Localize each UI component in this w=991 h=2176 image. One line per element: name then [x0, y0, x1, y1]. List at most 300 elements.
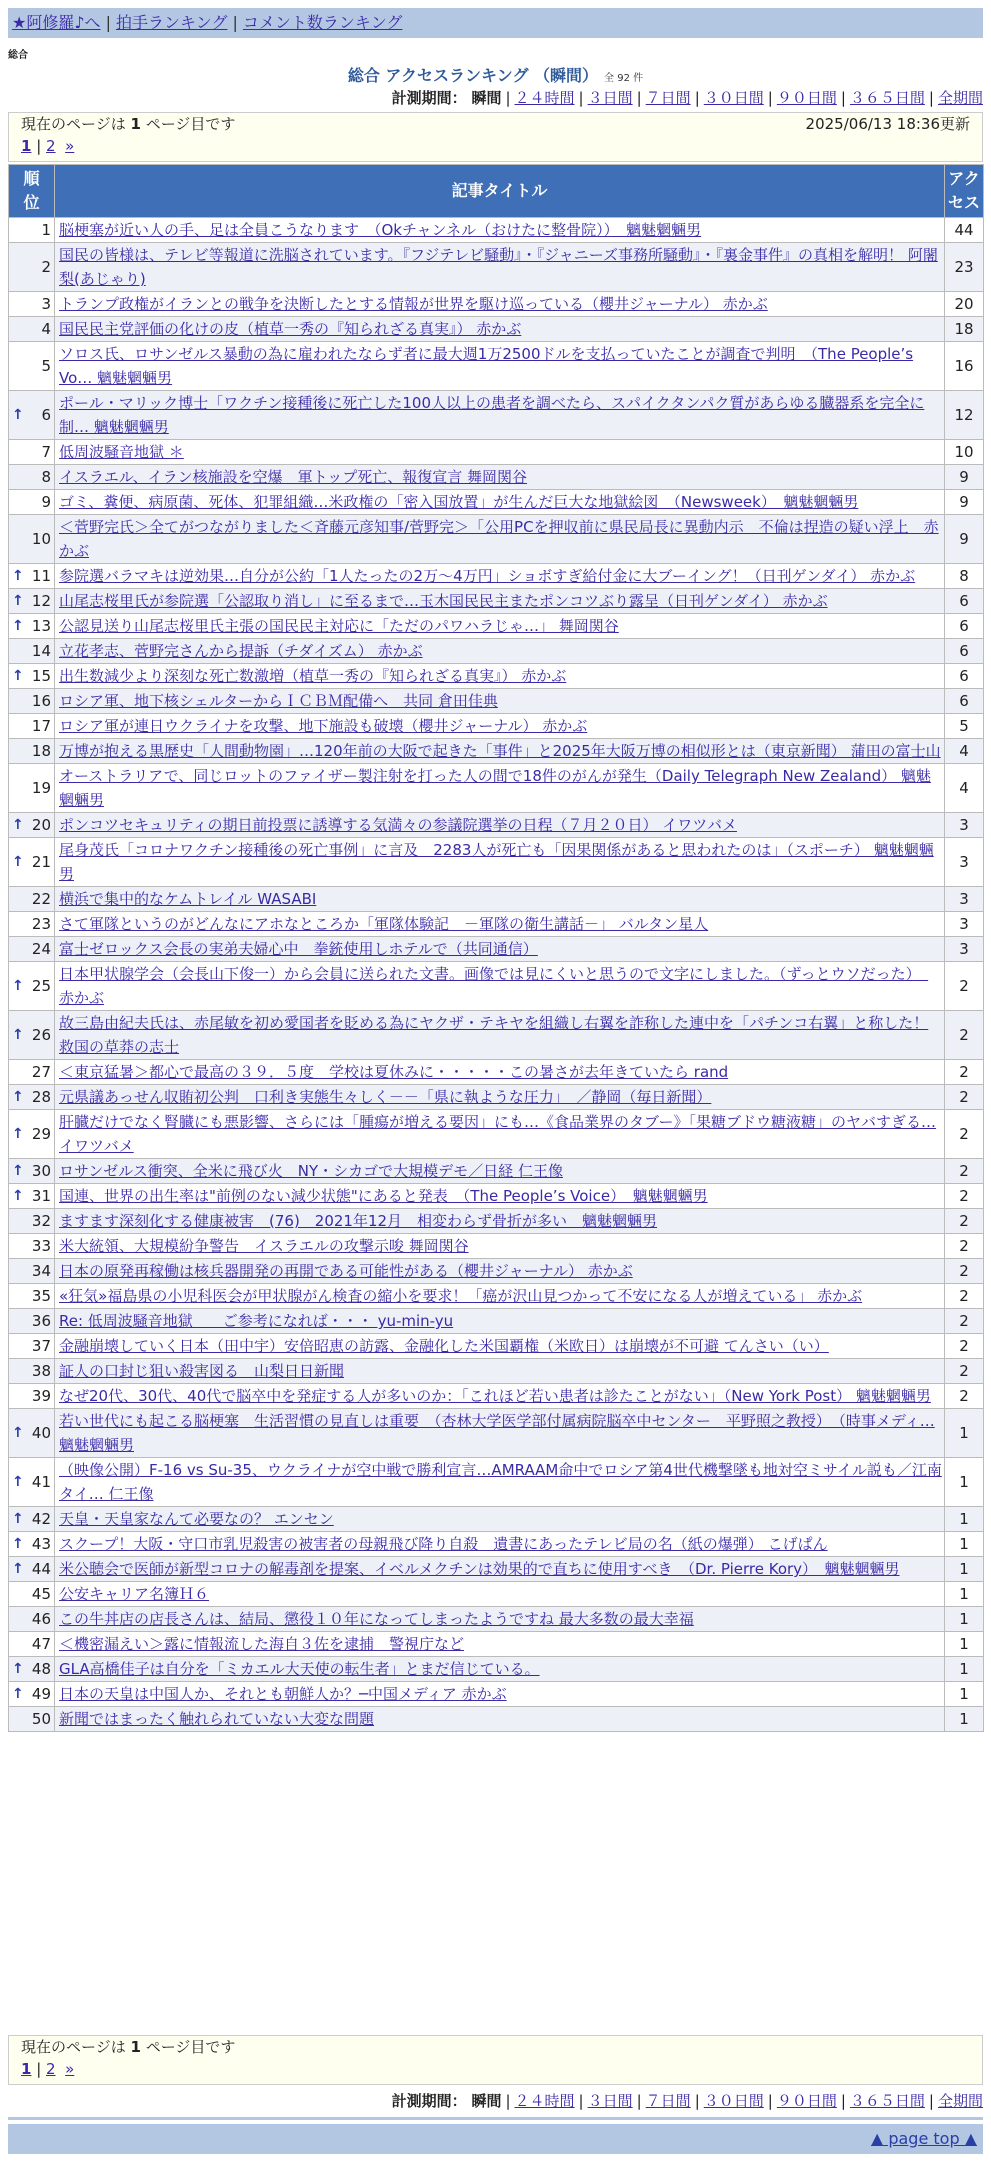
article-link[interactable]: ますます深刻化する健康被害 (76) 2021年12月 相変わらず骨折が多い 魑魅魍魎男	[59, 1212, 658, 1230]
table-row	[9, 764, 984, 813]
page-link-2[interactable]: 2	[46, 137, 56, 155]
period-option-90d[interactable]: ９０日間	[776, 89, 837, 107]
table-row	[9, 515, 984, 564]
table-row	[9, 1682, 984, 1707]
divider-bar	[8, 2117, 983, 2120]
category-label: 総合	[8, 50, 28, 61]
rank-number: 28	[31, 1088, 51, 1106]
article-link[interactable]: 日本甲状腺学会（会長山下俊一）から会員に送られた文書。画像では見にくいと思うので文字にしました。（ずっとウソだった） 赤かぶ	[59, 965, 929, 1007]
rank-cell	[9, 1582, 55, 1607]
rank-cell	[9, 739, 55, 764]
title-cell	[55, 887, 945, 912]
period-selector-bottom: 計測期間： 瞬間 | ２４時間 | ３日間 | ７日間 | ３０日間 | ９０日間 | ３６５日間 | 全期間	[391, 2092, 983, 2110]
article-link[interactable]: ロサンゼルス衝突、全米に飛び火 NY・シカゴで大規模デモ／日経 仁王像	[59, 1162, 563, 1180]
article-link[interactable]: ソロス氏、ロサンゼルス暴動の為に雇われたならず者に最大週1万2500ドルを支払っていたことが調査で判明 （The People’s Vo… 魑魅魍魎男	[59, 345, 914, 387]
rank-cell	[9, 1409, 55, 1458]
updated-time: 2025/06/13 18:36更新	[805, 115, 970, 133]
rank-up-arrow-icon: ↑	[12, 1027, 24, 1043]
rank-up-arrow-icon: ↑	[12, 668, 24, 684]
access-count: 3	[945, 937, 984, 962]
access-count: 1	[945, 1458, 984, 1507]
table-row	[9, 937, 984, 962]
article-link[interactable]: 金融崩壊していく日本（田中宇）安倍昭恵の訪露、金融化した米国覇権（米欧日）は崩壊が不可避 てんさい（い）	[59, 1337, 829, 1355]
access-count: 9	[945, 515, 984, 564]
article-link[interactable]: （映像公開）F-16 vs Su-35、ウクライナが空中戦で勝利宣言…AMRAAM命中でロシア第4世代機撃墜も地対空ミサイル説も／江南タイ… 仁王像	[59, 1461, 942, 1503]
access-count: 6	[945, 664, 984, 689]
rank-number: 9	[41, 493, 51, 511]
article-link[interactable]: 参院選バラマキは逆効果…自分が公約「1人たったの2万～4万円」ショボすぎ給付金に大ブーイング！（日刊ゲンダイ） 赤かぶ	[59, 567, 916, 585]
article-link[interactable]: スクープ！大阪・守口市乳児殺害の被害者の母親飛び降り自殺 遺書にあったテレビ局の名（紙の爆弾） こげぱん	[59, 1535, 828, 1553]
comment-ranking-link[interactable]: コメント数ランキング	[242, 13, 403, 32]
paging-box-top: 現在のページは 1 ページ目です 2025/06/13 18:36更新 1 | 2 »	[8, 112, 983, 162]
article-link[interactable]: 米公聴会で医師が新型コロナの解毒剤を提案、イベルメクチンは効果的で直ちに使用すべき （Dr. Pierre Kory） 魑魅魍魎男	[59, 1560, 900, 1578]
title-cell	[55, 1607, 945, 1632]
rank-number: 31	[31, 1187, 51, 1205]
rank-number: 49	[31, 1685, 51, 1703]
title-cell	[55, 1209, 945, 1234]
title-cell	[55, 490, 945, 515]
ranking-table	[8, 164, 984, 1732]
rank-cell	[9, 490, 55, 515]
title-cell	[55, 1557, 945, 1582]
rank-cell	[9, 1507, 55, 1532]
table-row	[9, 440, 984, 465]
rank-cell	[9, 1184, 55, 1209]
title-cell	[55, 838, 945, 887]
title-cell	[55, 1309, 945, 1334]
rank-number: 33	[31, 1237, 51, 1255]
table-row	[9, 1184, 984, 1209]
article-link[interactable]: 日本の原発再稼働は核兵器開発の再開である可能性がある（櫻井ジャーナル） 赤かぶ	[59, 1262, 633, 1280]
article-link[interactable]: ロシア軍が連日ウクライナを攻撃、地下施設も破壊（櫻井ジャーナル） 赤かぶ	[59, 717, 588, 735]
rank-cell	[9, 937, 55, 962]
table-row	[9, 962, 984, 1011]
title-cell	[55, 1060, 945, 1085]
title-cell	[55, 1334, 945, 1359]
rank-cell	[9, 1209, 55, 1234]
article-link[interactable]: 公安キャリア名簿Ｈ６	[59, 1585, 210, 1603]
access-count: 1	[945, 1409, 984, 1458]
rank-cell	[9, 1532, 55, 1557]
article-link[interactable]: «狂気»福島県の小児科医会が甲状腺がん検査の縮小を要求！「癌が沢山見つかって不安になる人が増えている」 赤かぶ	[59, 1287, 863, 1305]
title-column-header: 記事タイトル	[55, 165, 945, 218]
rank-number: 27	[31, 1063, 51, 1081]
article-link[interactable]: 山尾志桜里氏が参院選「公認取り消し」に至るまで…玉木国民民主またポンコツぶり露呈（日刊ゲンダイ） 赤かぶ	[59, 592, 828, 610]
article-link[interactable]: なぜ20代、30代、40代で脳卒中を発症する人が多いのか：「これほど若い患者は診たことがない」（New York Post） 魑魅魍魎男	[59, 1387, 931, 1405]
rank-cell	[9, 664, 55, 689]
title-cell	[55, 1582, 945, 1607]
rank-up-arrow-icon: ↑	[12, 593, 24, 609]
access-count: 1	[945, 1607, 984, 1632]
period-label-bottom: 計測期間：	[391, 2092, 467, 2110]
rank-number: 38	[31, 1362, 51, 1380]
table-row	[9, 564, 984, 589]
title-cell	[55, 1085, 945, 1110]
article-link[interactable]: 脳梗塞が近い人の手、足は全員こうなります （Okチャンネル（おけたに整骨院）） 魑魅魍魎男	[59, 221, 702, 239]
rank-number: 47	[31, 1635, 51, 1653]
page-link-2-bottom[interactable]: 2	[46, 2060, 56, 2078]
title-cell	[55, 589, 945, 614]
title-cell	[55, 937, 945, 962]
table-row	[9, 1309, 984, 1334]
access-count: 1	[945, 1532, 984, 1557]
title-cell	[55, 564, 945, 589]
table-row	[9, 614, 984, 639]
title-cell	[55, 1384, 945, 1409]
access-count: 2	[945, 1209, 984, 1234]
rank-number: 43	[31, 1535, 51, 1553]
bottom-bar	[8, 2124, 983, 2154]
rank-cell	[9, 317, 55, 342]
article-link[interactable]: 証人の口封じ狙い殺害図る 山梨日日新聞	[59, 1362, 345, 1380]
title-cell	[55, 1458, 945, 1507]
table-row	[9, 1284, 984, 1309]
rank-number: 37	[31, 1337, 51, 1355]
table-row	[9, 1557, 984, 1582]
rank-up-arrow-icon: ↑	[12, 618, 24, 634]
rank-cell	[9, 614, 55, 639]
rank-cell	[9, 1259, 55, 1284]
rank-number: 20	[31, 816, 51, 834]
period-option-7d-bottom[interactable]: ７日間	[645, 2092, 691, 2110]
page-title	[0, 63, 991, 86]
table-row	[9, 1458, 984, 1507]
access-count: 6	[945, 614, 984, 639]
rank-number: 30	[31, 1162, 51, 1180]
table-row	[9, 1632, 984, 1657]
rank-cell	[9, 1607, 55, 1632]
title-cell	[55, 1184, 945, 1209]
table-row	[9, 838, 984, 887]
period-option-90d-bottom[interactable]: ９０日間	[776, 2092, 837, 2110]
rank-cell	[9, 1458, 55, 1507]
rank-cell	[9, 1334, 55, 1359]
access-count: 2	[945, 1284, 984, 1309]
rank-cell	[9, 962, 55, 1011]
rank-cell	[9, 292, 55, 317]
clap-ranking-link[interactable]: 拍手ランキング	[115, 13, 228, 32]
page-next-link-bottom[interactable]: »	[65, 2060, 75, 2078]
paging-box-bottom: 現在のページは 1 ページ目です 1 | 2 »	[8, 2035, 983, 2085]
rank-number: 16	[31, 692, 51, 710]
table-row	[9, 1060, 984, 1085]
period-option-30d[interactable]: ３０日間	[703, 89, 764, 107]
rank-cell	[9, 912, 55, 937]
rank-cell	[9, 1110, 55, 1159]
rank-cell	[9, 1085, 55, 1110]
title-cell	[55, 317, 945, 342]
access-count: 2	[945, 1110, 984, 1159]
rank-number: 23	[31, 915, 51, 933]
rank-number: 6	[41, 406, 51, 424]
access-count: 2	[945, 1011, 984, 1060]
rank-cell	[9, 515, 55, 564]
title-cell	[55, 1234, 945, 1259]
access-count: 2	[945, 1309, 984, 1334]
period-option-24h-bottom[interactable]: ２４時間	[514, 2092, 575, 2110]
rank-number: 50	[31, 1710, 51, 1728]
table-row	[9, 1011, 984, 1060]
article-link[interactable]: 米大統領、大規模紛争警告 イスラエルの攻撃示唆 舞岡関谷	[59, 1237, 469, 1255]
title-cell	[55, 1011, 945, 1060]
article-link[interactable]: ゴミ、糞便、病原菌、死体、犯罪組織…米政権の「密入国放置」が生んだ巨大な地獄絵図 （Newsweek） 魑魅魍魎男	[59, 493, 859, 511]
title-cell	[55, 912, 945, 937]
rank-up-arrow-icon: ↑	[12, 1163, 24, 1179]
rank-cell	[9, 1557, 55, 1582]
article-link[interactable]: 天皇・天皇家なんて必要なの？ エンセン	[59, 1510, 334, 1528]
rank-number: 7	[41, 443, 51, 461]
rank-cell	[9, 838, 55, 887]
rank-number: 15	[31, 667, 51, 685]
rank-up-arrow-icon: ↑	[12, 1536, 24, 1552]
rank-number: 2	[41, 258, 51, 276]
table-row	[9, 714, 984, 739]
table-row	[9, 1159, 984, 1184]
title-cell	[55, 639, 945, 664]
rank-cell	[9, 589, 55, 614]
title-cell	[55, 218, 945, 243]
table-row	[9, 1334, 984, 1359]
rank-number: 32	[31, 1212, 51, 1230]
article-link[interactable]: ポール・マリック博士「ワクチン接種後に死亡した100人以上の患者を調べたら、スパイクタンパク質があらゆる臓器系を完全に制… 魑魅魍魎男	[59, 394, 925, 436]
table-row	[9, 1657, 984, 1682]
article-link[interactable]: ＜東京猛暑＞都心で最高の３９．５度 学校は夏休みに・・・・・この暑さが去年きていたら rand	[59, 1063, 729, 1081]
title-cell	[55, 614, 945, 639]
access-count: 2	[945, 962, 984, 1011]
paging-suffix: ページ目です	[145, 115, 236, 133]
article-link[interactable]: 尾身茂氏「コロナワクチン接種後の死亡事例」に言及 2283人が死亡も「因果関係があると思われたのは」（スポーチ） 魑魅魍魎男	[59, 841, 934, 883]
rank-cell	[9, 465, 55, 490]
rank-up-arrow-icon: ↑	[12, 1474, 24, 1490]
access-count: 3	[945, 912, 984, 937]
table-row	[9, 1532, 984, 1557]
title-cell	[55, 764, 945, 813]
access-count: 2	[945, 1259, 984, 1284]
title-cell	[55, 1632, 945, 1657]
table-row	[9, 391, 984, 440]
access-count: 4	[945, 739, 984, 764]
title-cell	[55, 962, 945, 1011]
article-link[interactable]: オーストラリアで、同じロットのファイザー製注射を打った人の間で18件のがんが発生（Daily Telegraph New Zealand） 魑魅魍魎男	[59, 767, 931, 809]
article-link[interactable]: ＜機密漏えい＞露に情報流した海自３佐を逮捕 警視庁など	[59, 1635, 465, 1653]
rank-cell	[9, 1284, 55, 1309]
home-link[interactable]: ★阿修羅♪へ	[12, 13, 101, 32]
table-row	[9, 218, 984, 243]
access-count: 1	[945, 1507, 984, 1532]
table-row	[9, 1234, 984, 1259]
table-row	[9, 317, 984, 342]
paging-current-bottom: 1	[130, 2038, 141, 2056]
rank-number: 34	[31, 1262, 51, 1280]
access-count: 18	[945, 317, 984, 342]
period-option-all-bottom[interactable]: 全期間	[937, 2092, 983, 2110]
period-option-30d-bottom[interactable]: ３０日間	[703, 2092, 764, 2110]
access-count: 1	[945, 1657, 984, 1682]
table-row	[9, 1607, 984, 1632]
article-link[interactable]: ＜菅野完氏＞全てがつながりました＜斉藤元彦知事/菅野完＞「公用PCを押収前に県民局長に異動内示 不倫は捏造の疑い浮上 赤かぶ	[59, 518, 939, 560]
article-link[interactable]: 若い世代にも起こる脳梗塞 生活習慣の見直しは重要 （杏林大学医学部付属病院脳卒中センター 平野照之教授） （時事メディ… 魑魅魍魎男	[59, 1412, 935, 1454]
article-link[interactable]: 日本の天皇は中国人か、それとも朝鮮人か？─中国メディア 赤かぶ	[59, 1685, 507, 1703]
title-cell	[55, 292, 945, 317]
period-option-7d[interactable]: ７日間	[645, 89, 691, 107]
period-option-3d-bottom[interactable]: ３日間	[587, 2092, 633, 2110]
paging-suffix-bottom: ページ目です	[145, 2038, 236, 2056]
article-link[interactable]: ロシア軍、地下核シェルターからＩＣＢＭ配備へ 共同 倉田佳典	[59, 692, 498, 710]
access-count: 1	[945, 1707, 984, 1732]
rank-number: 3	[41, 295, 51, 313]
article-link[interactable]: 公認見送り山尾志桜里氏主張の国民民主対応に「ただのパワハラじゃ…」 舞岡関谷	[59, 617, 619, 635]
article-link[interactable]: イスラエル、イラン核施設を空爆 軍トップ死亡、報復宣言 舞岡関谷	[59, 468, 527, 486]
table-row	[9, 639, 984, 664]
period-current: 瞬間	[471, 89, 502, 107]
title-cell	[55, 1707, 945, 1732]
item-count: 全 92 件	[604, 73, 644, 84]
article-link[interactable]: 低周波騒音地獄 ＊	[59, 443, 184, 461]
rank-cell	[9, 1234, 55, 1259]
rank-cell	[9, 1159, 55, 1184]
title-cell	[55, 1359, 945, 1384]
title-cell	[55, 342, 945, 391]
access-count: 3	[945, 838, 984, 887]
rank-cell	[9, 1359, 55, 1384]
rank-cell	[9, 391, 55, 440]
article-link[interactable]: 国民民主党評価の化けの皮（植草一秀の『知られざる真実』） 赤かぶ	[59, 320, 522, 338]
rank-number: 25	[31, 977, 51, 995]
article-link[interactable]: 出生数減少より深刻な死亡数激増（植草一秀の『知られざる真実』） 赤かぶ	[59, 667, 567, 685]
rank-up-arrow-icon: ↑	[12, 1089, 24, 1105]
article-link[interactable]: 肝臓だけでなく腎臓にも悪影響、さらには「腫瘍が増える要因」にも…《食品業界のタブー》「果糖ブドウ糖液糖」のヤバすぎる… イワツバメ	[59, 1113, 937, 1155]
table-row	[9, 465, 984, 490]
title-cell	[55, 1284, 945, 1309]
period-option-365d-bottom[interactable]: ３６５日間	[849, 2092, 925, 2110]
rank-number: 22	[31, 890, 51, 908]
article-link[interactable]: 故三島由紀夫氏は、赤尾敏を初め愛国者を貶める為にヤクザ・テキヤを組織し右翼を詐称した連中を「パチンコ右翼」と称した！ 救国の草莽の志士	[59, 1014, 929, 1056]
access-count: 2	[945, 1184, 984, 1209]
table-row	[9, 292, 984, 317]
rank-up-arrow-icon: ↑	[12, 407, 24, 423]
title-cell	[55, 1259, 945, 1284]
access-count: 2	[945, 1334, 984, 1359]
rank-cell	[9, 342, 55, 391]
rank-number: 44	[31, 1560, 51, 1578]
access-count: 4	[945, 764, 984, 813]
rank-cell	[9, 887, 55, 912]
article-link[interactable]: ポンコツセキュリティの期日前投票に誘導する気満々の参議院選挙の日程（７月２０日） イワツバメ	[59, 816, 737, 834]
article-link[interactable]: さて軍隊というのがどんなにアホなところか「軍隊体験記 －軍隊の衛生講話－」 バルタン星人	[59, 915, 709, 933]
table-row	[9, 887, 984, 912]
rank-number: 13	[31, 617, 51, 635]
page-link-1[interactable]: 1	[21, 137, 32, 155]
top-nav-bar: ★阿修羅♪へ | 拍手ランキング | コメント数ランキング	[8, 8, 983, 38]
table-row	[9, 664, 984, 689]
rank-up-arrow-icon: ↑	[12, 1561, 24, 1577]
rank-cell	[9, 1707, 55, 1732]
title-cell	[55, 1682, 945, 1707]
rank-up-arrow-icon: ↑	[12, 817, 24, 833]
period-current-bottom: 瞬間	[471, 2092, 502, 2110]
table-row	[9, 1110, 984, 1159]
access-count: 9	[945, 465, 984, 490]
rank-column-header: 順位	[9, 165, 55, 218]
title-cell	[55, 714, 945, 739]
article-link[interactable]: 万博が抱える黒歴史「人間動物園」…120年前の大阪で起きた「事件」と2025年大阪万博の相似形とは（東京新聞） 蒲田の富士山	[59, 742, 941, 760]
article-link[interactable]: Re: 低周波騒音地獄 ご参考になれば・・・ yu-min-yu	[59, 1312, 454, 1330]
access-count: 9	[945, 490, 984, 515]
article-link[interactable]: 富士ゼロックス会長の実弟夫婦心中 拳銃使用しホテルで（共同通信）	[59, 940, 538, 958]
table-row	[9, 912, 984, 937]
access-count: 6	[945, 689, 984, 714]
rank-number: 40	[31, 1424, 51, 1442]
rank-number: 29	[31, 1125, 51, 1143]
table-row	[9, 1409, 984, 1458]
page-next-link[interactable]: »	[65, 137, 75, 155]
access-count: 2	[945, 1384, 984, 1409]
rank-cell	[9, 1384, 55, 1409]
rank-number: 48	[31, 1660, 51, 1678]
period-selector-top: 計測期間： 瞬間 | ２４時間 | ３日間 | ７日間 | ３０日間 | ９０日間 | ３６５日間 | 全期間	[391, 89, 983, 107]
access-column-header: アクセス	[945, 165, 984, 218]
title-cell	[55, 1507, 945, 1532]
access-count: 23	[945, 243, 984, 292]
article-link[interactable]: 国民の皆様は、テレビ等報道に洗脳されています。『フジテレビ騒動』・『ジャニーズ事務所騒動』・『裏金事件』の真相を解明！ 阿闍梨(あじゃり)	[59, 246, 938, 288]
rank-cell	[9, 1682, 55, 1707]
rank-cell	[9, 1657, 55, 1682]
title-cell	[55, 1409, 945, 1458]
rank-number: 8	[41, 468, 51, 486]
rank-number: 19	[31, 779, 51, 797]
article-link[interactable]: 国連、世界の出生率は"前例のない減少状態"にあると発表 （The People’s Voice） 魑魅魍魎男	[59, 1187, 708, 1205]
article-link[interactable]: この牛丼店の店長さんは、結局、懲役１０年になってしまったようですね 最大多数の最大幸福	[59, 1610, 694, 1628]
rank-up-arrow-icon: ↑	[12, 1686, 24, 1702]
rank-number: 42	[31, 1510, 51, 1528]
title-cell	[55, 515, 945, 564]
title-cell	[55, 243, 945, 292]
rank-number: 14	[31, 642, 51, 660]
rank-number: 1	[41, 221, 51, 239]
table-row	[9, 1359, 984, 1384]
article-link[interactable]: 横浜で集中的なケムトレイル WASABI	[59, 890, 317, 908]
access-count: 6	[945, 639, 984, 664]
period-option-24h[interactable]: ２４時間	[514, 89, 575, 107]
title-cell	[55, 813, 945, 838]
period-option-3d[interactable]: ３日間	[587, 89, 633, 107]
period-option-all[interactable]: 全期間	[937, 89, 983, 107]
access-count: 12	[945, 391, 984, 440]
page-link-1-bottom[interactable]: 1	[21, 2060, 32, 2078]
period-option-365d[interactable]: ３６５日間	[849, 89, 925, 107]
article-link[interactable]: トランプ政権がイランとの戦争を決断したとする情報が世界を駆け巡っている（櫻井ジャーナル） 赤かぶ	[59, 295, 768, 313]
rank-number: 18	[31, 742, 51, 760]
access-count: 3	[945, 887, 984, 912]
paging-current: 1	[130, 115, 141, 133]
title-cell	[55, 1110, 945, 1159]
access-count: 2	[945, 1359, 984, 1384]
article-link[interactable]: GLA高橋佳子は自分を「ミカエル大天使の転生者」とまだ信じている。	[59, 1660, 540, 1678]
article-link[interactable]: 元県議あっせん収賄初公判 口利き実態生々しく－－「県に執ような圧力」 ／静岡（毎日新聞）	[59, 1088, 712, 1106]
article-link[interactable]: 立花孝志、菅野完さんから提訴（チダイズム） 赤かぶ	[59, 642, 423, 660]
title-cell	[55, 689, 945, 714]
rank-cell	[9, 714, 55, 739]
page-top-link[interactable]: ▲ page top ▲	[870, 2129, 977, 2148]
table-row	[9, 689, 984, 714]
table-row	[9, 1384, 984, 1409]
table-row	[9, 243, 984, 292]
rank-cell	[9, 689, 55, 714]
table-row	[9, 589, 984, 614]
article-link[interactable]: 新聞ではまったく触れられていない大変な問題	[59, 1710, 375, 1728]
rank-number: 11	[31, 567, 51, 585]
access-count: 3	[945, 813, 984, 838]
